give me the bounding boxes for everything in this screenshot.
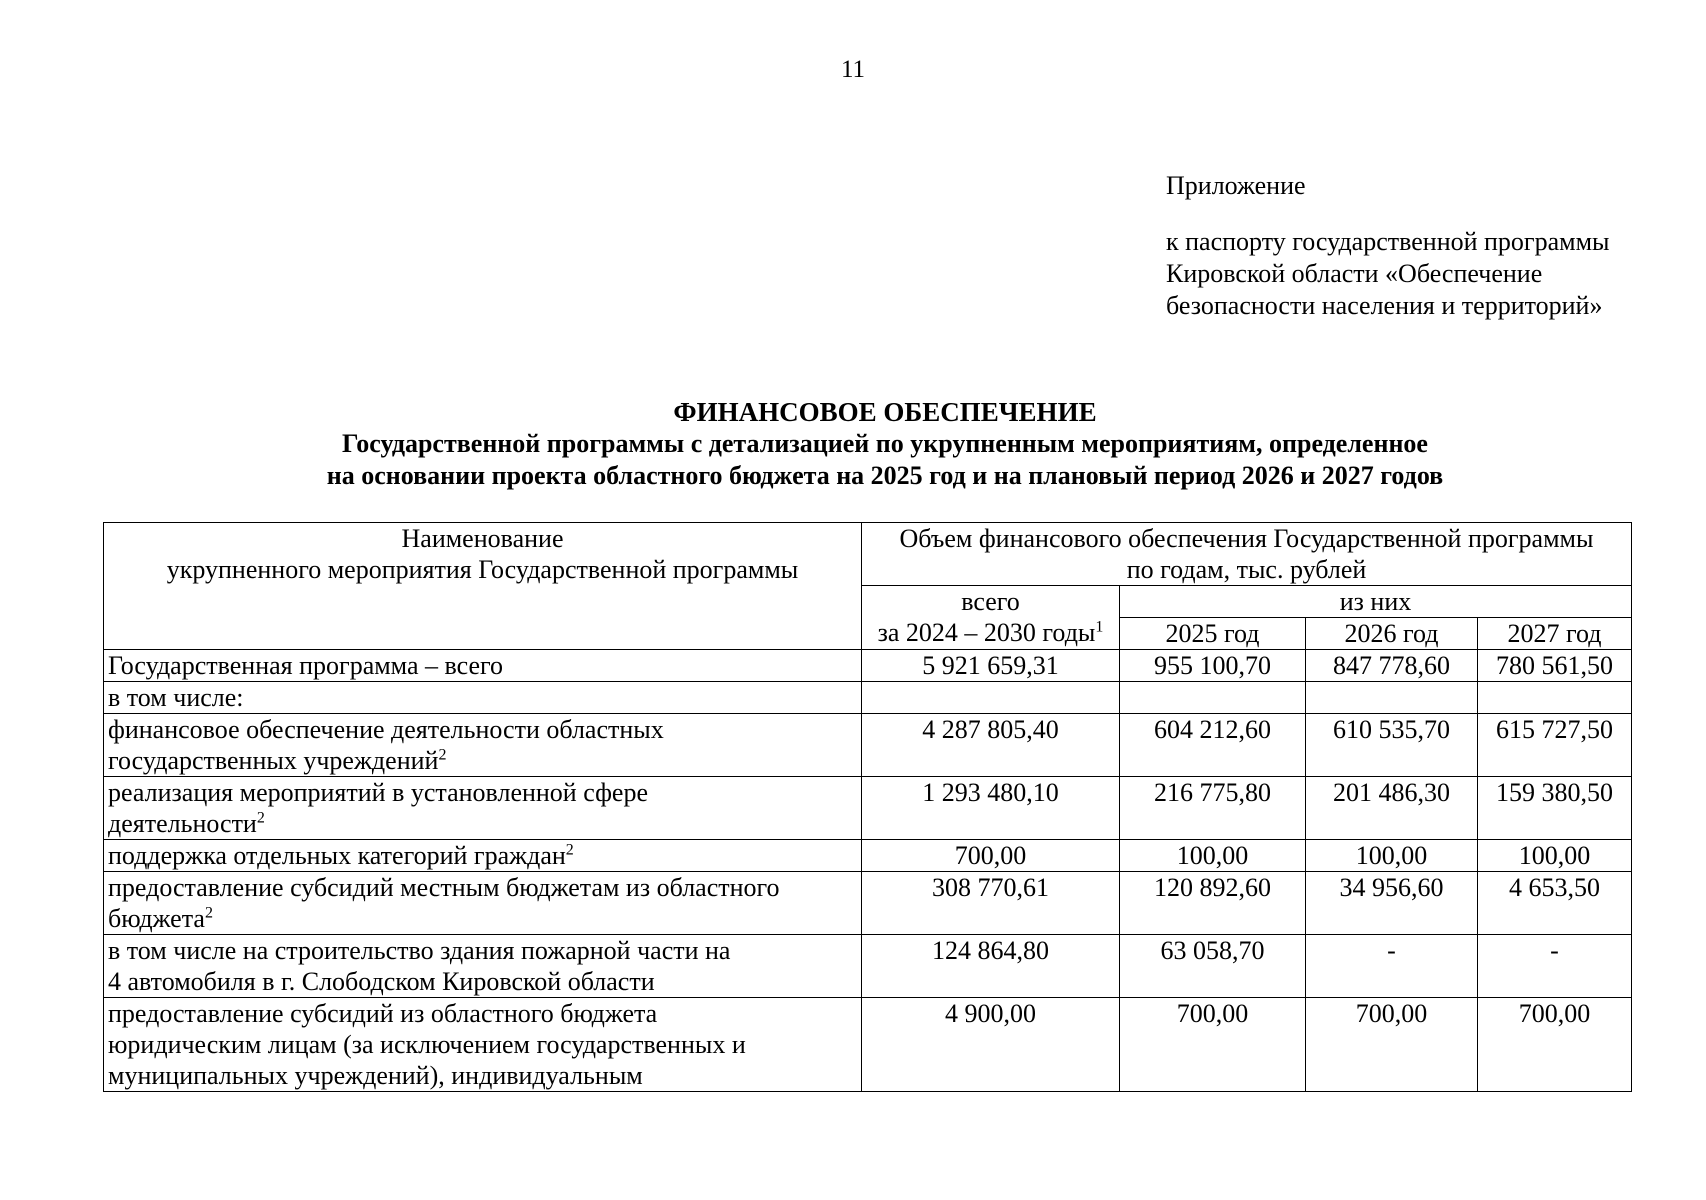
row-name-cell <box>104 935 862 998</box>
row-total-cell: 124 864,80 <box>862 935 1120 998</box>
title-main: ФИНАНСОВОЕ ОБЕСПЕЧЕНИЕ <box>673 397 1097 427</box>
table-row <box>104 682 1632 714</box>
row-name-line: в том числе на строительство здания пожарной части на <box>108 936 731 965</box>
header-of-them-cell: из них <box>1120 586 1632 618</box>
row-2027-cell: 159 380,50 <box>1478 777 1632 840</box>
header-year-2026: 2026 год <box>1306 618 1478 650</box>
row-2027-cell: 4 653,50 <box>1478 872 1632 935</box>
table-row <box>104 998 1632 1092</box>
row-2025-cell: 216 775,80 <box>1120 777 1306 840</box>
row-2025-cell: 100,00 <box>1120 840 1306 872</box>
title-subtitle-line: на основании проекта областного бюджета на 2025 год и на плановый период 2026 и 2027 годов <box>326 461 1444 490</box>
header-name-line: укрупненного мероприятия Государственной программы <box>166 555 799 584</box>
appendix-line: безопасности населения и территорий» <box>1166 291 1603 320</box>
row-name-line: государственных учреждений$^2$ <box>108 746 447 775</box>
table-body <box>104 650 1632 1092</box>
row-2025-cell: 604 212,60 <box>1120 714 1306 777</box>
row-total-cell: 4 287 805,40 <box>862 714 1120 777</box>
row-2026-cell: 610 535,70 <box>1306 714 1478 777</box>
row-name-line: бюджета$^2$ <box>108 904 213 933</box>
row-name-cell <box>104 840 862 872</box>
row-name-cell <box>104 714 862 777</box>
row-2026-cell: - <box>1306 935 1478 998</box>
row-name-line: 4 автомобиля в г. Слободском Кировской области <box>108 967 655 996</box>
row-2026-cell: 847 778,60 <box>1306 650 1478 682</box>
header-year-2025: 2025 год <box>1120 618 1306 650</box>
header-name-cell <box>104 523 862 650</box>
table-row <box>104 872 1632 935</box>
table-row <box>104 935 1632 998</box>
footnote-marker: 1 <box>1095 618 1104 636</box>
row-2025-cell: 700,00 <box>1120 998 1306 1092</box>
row-name-cell <box>104 682 862 714</box>
table-row <box>104 650 1632 682</box>
header-total-cell <box>862 586 1120 650</box>
row-name-line: деятельности$^2$ <box>108 809 265 838</box>
row-total-cell: 4 900,00 <box>862 998 1120 1092</box>
header-volume-cell <box>862 523 1632 586</box>
table-row <box>104 714 1632 777</box>
table-row <box>104 777 1632 840</box>
row-name-line: муниципальных учреждений), индивидуальным <box>108 1061 643 1090</box>
row-total-cell: 5 921 659,31 <box>862 650 1120 682</box>
row-2027-cell: 700,00 <box>1478 998 1632 1092</box>
footnote-marker: 2 <box>565 841 574 859</box>
row-name-line: предоставление субсидий из областного бюджета <box>108 999 658 1028</box>
appendix-block <box>1166 170 1686 322</box>
header-year-2027: 2027 год <box>1478 618 1632 650</box>
financing-table <box>103 522 1632 1092</box>
row-total-cell: 700,00 <box>862 840 1120 872</box>
header-volume-line: Объем финансового обеспечения Государственной программы <box>899 524 1594 553</box>
row-total-cell: 308 770,61 <box>862 872 1120 935</box>
footnote-marker: 2 <box>438 746 447 764</box>
row-2025-cell: 955 100,70 <box>1120 650 1306 682</box>
row-2026-cell <box>1306 682 1478 714</box>
row-total-cell: 1 293 480,10 <box>862 777 1120 840</box>
row-2026-cell: 201 486,30 <box>1306 777 1478 840</box>
footnote-marker: 2 <box>204 904 213 922</box>
row-2027-cell: 780 561,50 <box>1478 650 1632 682</box>
row-2026-cell: 34 956,60 <box>1306 872 1478 935</box>
row-2026-cell: 700,00 <box>1306 998 1478 1092</box>
header-total-line: за 2024 – 2030 годы$^1$ <box>877 618 1104 647</box>
row-name-cell <box>104 650 862 682</box>
row-name-line: финансовое обеспечение деятельности областных <box>108 715 664 744</box>
row-name-cell <box>104 998 862 1092</box>
row-name-cell <box>104 777 862 840</box>
row-name-line: предоставление субсидий местным бюджетам из областного <box>108 873 780 902</box>
row-name-line: юридическим лицам (за исключением государственных и <box>108 1030 746 1059</box>
row-2025-cell <box>1120 682 1306 714</box>
row-name-line: в том числе: <box>108 683 244 712</box>
row-2027-cell <box>1478 682 1632 714</box>
row-name-line: реализация мероприятий в установленной сфере <box>108 778 649 807</box>
row-2026-cell: 100,00 <box>1306 840 1478 872</box>
row-2025-cell: 120 892,60 <box>1120 872 1306 935</box>
footnote-marker: 2 <box>256 809 265 827</box>
row-2025-cell: 63 058,70 <box>1120 935 1306 998</box>
page-number: 11 <box>840 56 866 83</box>
header-name-line: Наименование <box>401 524 564 553</box>
appendix-line: Кировской области «Обеспечение <box>1166 259 1543 288</box>
appendix-label: Приложение <box>1166 171 1306 200</box>
document-title <box>0 396 1706 492</box>
row-name-line: Государственная программа – всего <box>108 651 504 680</box>
row-2027-cell: 615 727,50 <box>1478 714 1632 777</box>
row-2027-cell: 100,00 <box>1478 840 1632 872</box>
row-total-cell <box>862 682 1120 714</box>
appendix-line: к паспорту государственной программы <box>1166 227 1610 256</box>
row-name-line: поддержка отдельных категорий граждан$^2$ <box>108 841 574 870</box>
title-subtitle-line: Государственной программы с детализацией по укрупненным мероприятиям, определенное <box>342 429 1428 458</box>
header-total-line: всего <box>961 587 1020 616</box>
table-row <box>104 840 1632 872</box>
row-2027-cell: - <box>1478 935 1632 998</box>
header-volume-line: по годам, тыс. рублей <box>1126 555 1367 584</box>
row-name-cell <box>104 872 862 935</box>
